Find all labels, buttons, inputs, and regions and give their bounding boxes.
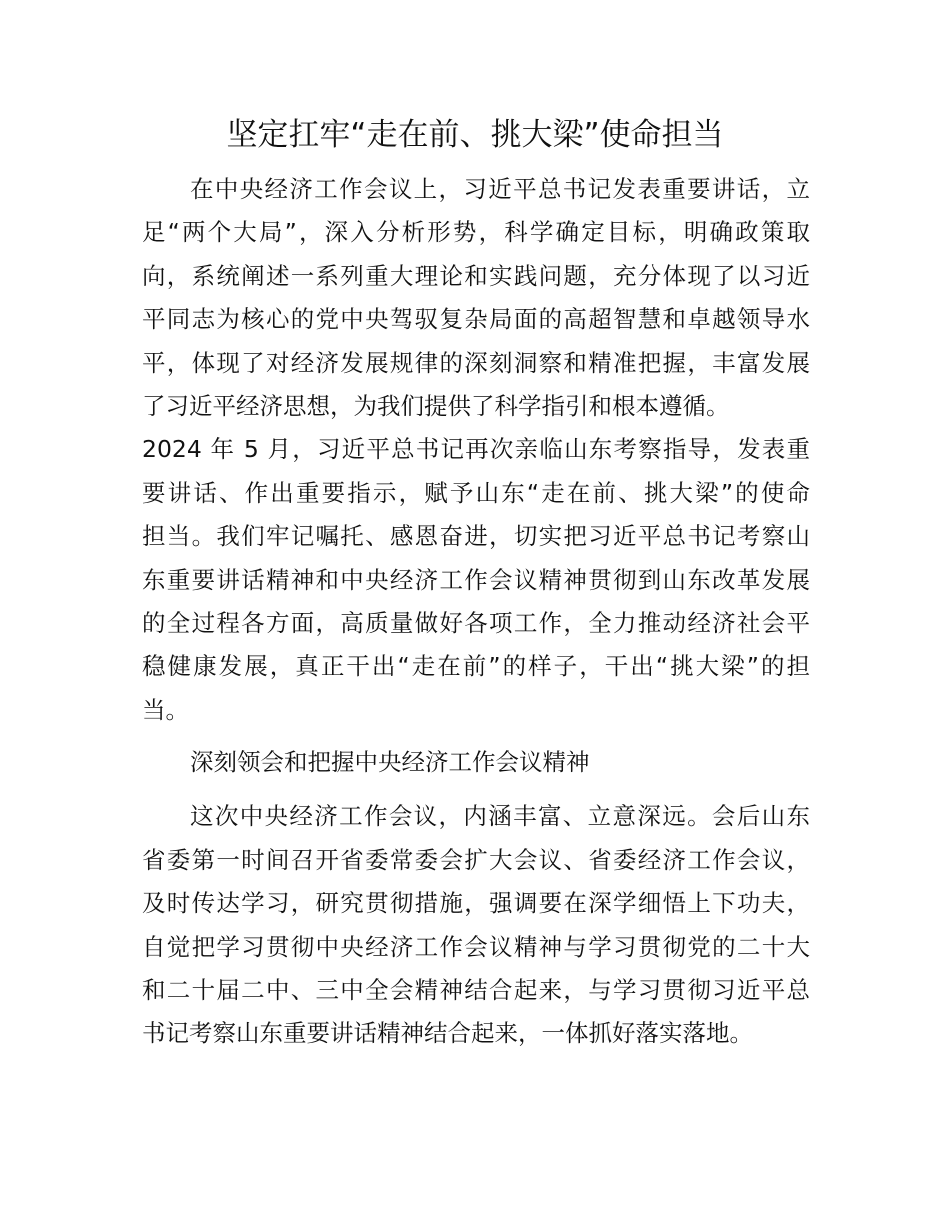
text-line: 省委第一时间召开省委常委会扩大会议、省委经济工作会议， (142, 845, 810, 874)
text-line: 的全过程各方面，高质量做好各项工作，全力推动经济社会平 (142, 608, 810, 637)
document-title: 坚定扛牢“走在前、挑大梁”使命担当 (226, 117, 724, 153)
text-line: 足“两个大局”，深入分析形势，科学确定目标，明确政策取 (142, 218, 810, 247)
text-line: 当。 (142, 695, 189, 724)
text-line: 稳健康发展，真正干出“走在前”的样子，干出“挑大梁”的担 (142, 652, 810, 681)
text-line: 自觉把学习贯彻中央经济工作会议精神与学习贯彻党的二十大 (142, 932, 810, 961)
text-line: 和二十届二中、三中全会精神结合起来，与学习贯彻习近平总 (142, 976, 810, 1005)
text-line: 平同志为核心的党中央驾驭复杂局面的高超智慧和卓越领导水 (142, 305, 810, 334)
text-line: 2024 年 5 月，习近平总书记再次亲临山东考察指导，发表重 (142, 435, 810, 464)
text-line: 要讲话、作出重要指示，赋予山东“走在前、挑大梁”的使命 (142, 478, 810, 507)
document-body (142, 168, 810, 1056)
text-line: 向，系统阐述一系列重大理论和实践问题，充分体现了以习近 (142, 261, 810, 290)
text-line: 了习近平经济思想，为我们提供了科学指引和根本遵循。 (142, 391, 730, 420)
text-line: 书记考察山东重要讲话精神结合起来，一体抓好落实落地。 (142, 1019, 753, 1048)
text-line: 东重要讲话精神和中央经济工作会议精神贯彻到山东改革发展 (142, 565, 810, 594)
heading-text: 深刻领会和把握中央经济工作会议精神 (190, 748, 590, 777)
section-heading (142, 741, 810, 784)
body-paragraph (142, 168, 810, 732)
text-line: 平，体现了对经济发展规律的深刻洞察和精准把握，丰富发展 (142, 348, 810, 377)
body-paragraph (142, 795, 810, 1055)
text-line: 在中央经济工作会议上，习近平总书记发表重要讲话，立 (190, 175, 810, 203)
text-line: 及时传达学习，研究贯彻措施，强调要在深学细悟上下功夫， (142, 889, 810, 918)
text-line: 担当。我们牢记嘱托、感恩奋进，切实把习近平总书记考察山 (142, 522, 810, 551)
text-line: 这次中央经济工作会议，内涵丰富、立意深远。会后山东 (190, 802, 810, 831)
